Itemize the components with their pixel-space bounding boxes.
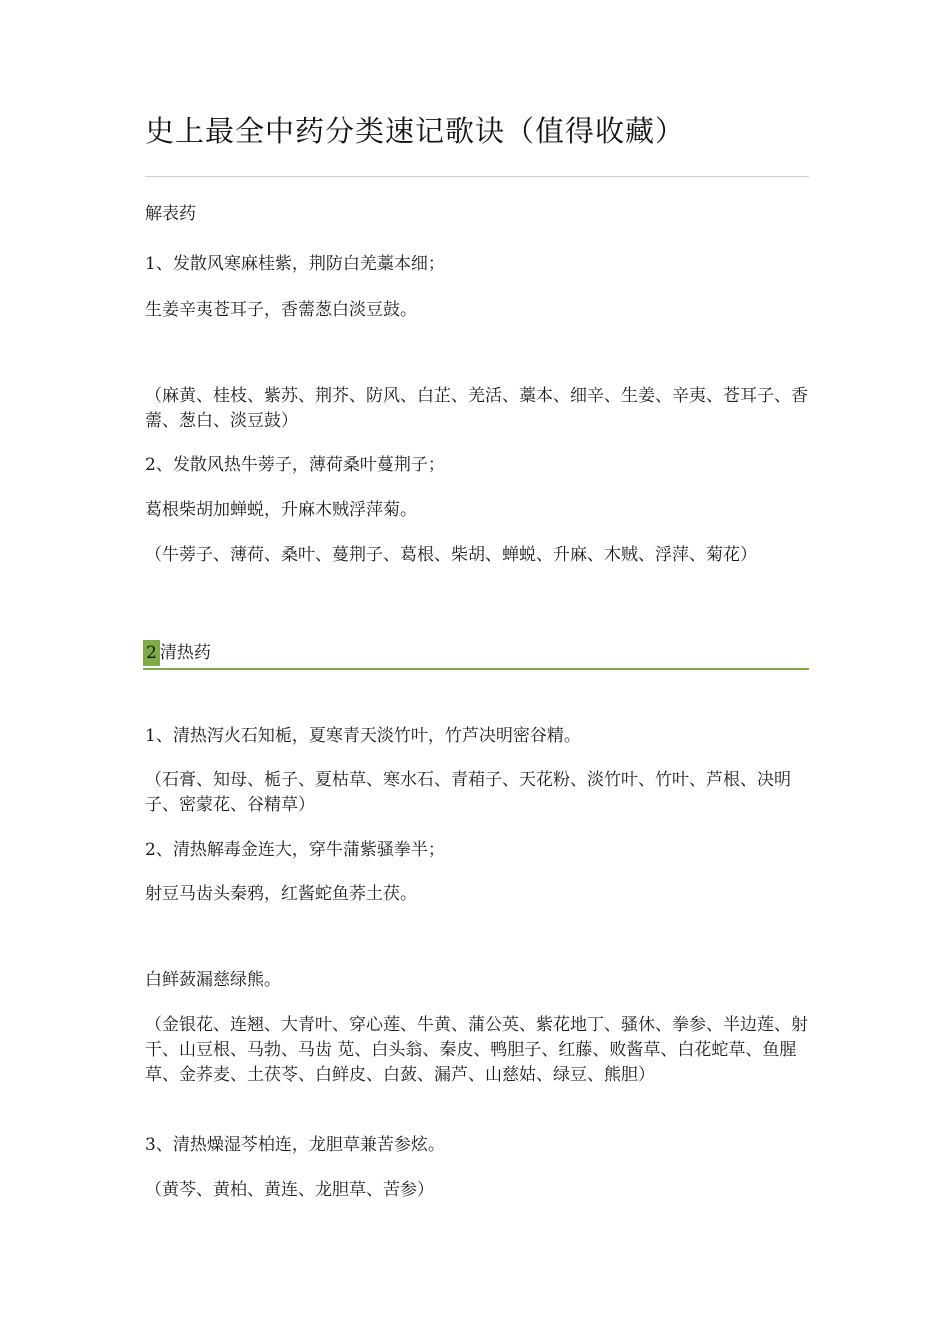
- verse-line: 1、清热泻火石知栀，夏寒青天淡竹叶，竹芦决明密谷精。: [145, 726, 581, 746]
- verse-line: 1、发散风寒麻桂紫，荆防白羌藁本细；: [145, 254, 445, 274]
- section-heading-jiebiao: 解表药: [145, 204, 196, 224]
- herb-list: （麻黄、桂枝、紫苏、荆芥、防风、白芷、羌活、藁本、细辛、生姜、辛夷、苍耳子、香薷、葱白、淡豆鼓）: [145, 386, 808, 431]
- verse-line: 3、清热燥湿芩柏连，龙胆草兼苦参炫。: [145, 1135, 445, 1155]
- section-number-badge: 2: [143, 640, 160, 666]
- verse-line: 2、发散风热牛蒡子，薄荷桑叶蔓荆子；: [145, 455, 445, 475]
- verse-line: 葛根柴胡加蝉蜕，升麻木贼浮萍菊。: [145, 500, 417, 520]
- herb-list: （石膏、知母、栀子、夏枯草、寒水石、青葙子、天花粉、淡竹叶、竹叶、芦根、决明子、密蒙花、谷精草）: [145, 770, 791, 815]
- section-heading-qingre: [143, 640, 809, 670]
- herb-list: （牛蒡子、薄荷、桑叶、蔓荆子、葛根、柴胡、蝉蜕、升麻、木贼、浮萍、菊花）: [145, 545, 757, 565]
- verse-line: 2、清热解毒金连大，穿牛蒲紫骚拳半；: [145, 840, 445, 860]
- title-divider: [145, 176, 809, 177]
- herb-list: （金银花、连翘、大青叶、穿心莲、牛黄、蒲公英、紫花地丁、骚休、拳参、半边莲、射干、山豆根、马勃、马齿 苋、白头翁、秦皮、鸭胆子、红藤、败酱草、白花蛇草、鱼腥草、金荞麦、土茯苓、白鲜皮、白蔹、漏芦、山慈姑、绿豆、熊胆）: [145, 1015, 808, 1085]
- section-heading-label: 清热药: [159, 643, 211, 663]
- page-title: 史上最全中药分类速记歌诀（值得收藏）: [145, 114, 686, 148]
- verse-line: 射豆马齿头秦鸦，红酱蛇鱼荞土茯。: [145, 884, 417, 904]
- verse-line: 生姜辛夷苍耳子，香薷葱白淡豆鼓。: [145, 300, 417, 320]
- herb-list: （黄芩、黄柏、黄连、龙胆草、苦参）: [145, 1180, 434, 1200]
- verse-line: 白鲜蔹漏慈绿熊。: [145, 970, 281, 990]
